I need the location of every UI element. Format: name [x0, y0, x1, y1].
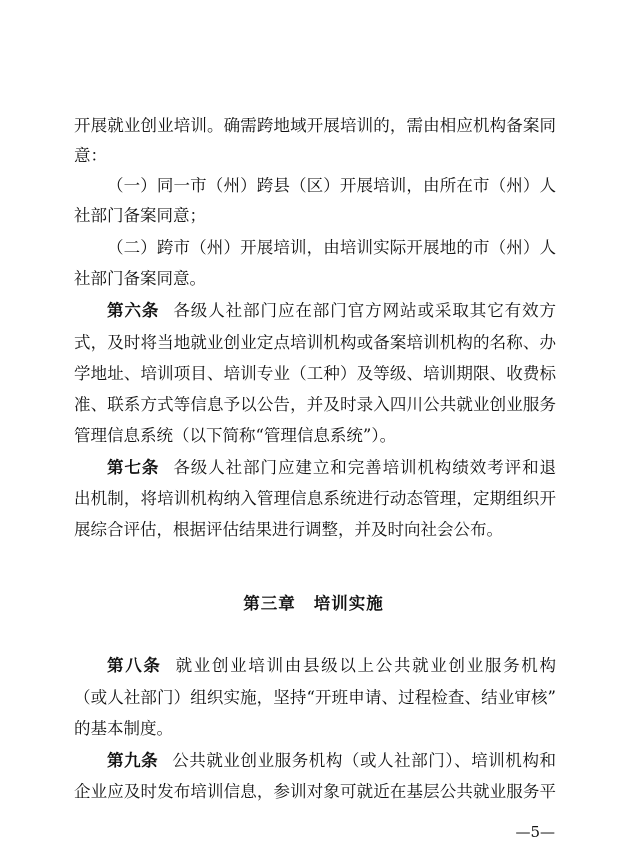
text-line: 各级人社部门应建立和完善培训机构绩效考评和退 [173, 458, 556, 477]
text-line: 社部门备案同意。 [74, 269, 206, 288]
text-line: 展综合评估，根据评估结果进行调整，并及时向社会公布。 [74, 520, 503, 539]
page-number: —5— [515, 823, 555, 841]
article-7-label: 第七条 [107, 458, 160, 477]
text-line: 学地址、培训项目、培训专业（工种）及等级、培训期限、收费标 [74, 364, 556, 383]
article-9-line [107, 746, 556, 776]
article-6-label: 第六条 [107, 301, 160, 320]
chapter-title: 培训实施 [313, 594, 384, 613]
text-line: 意： [74, 146, 107, 165]
text-line: 公共就业创业服务机构（或人社部门）、培训机构和 [172, 751, 556, 770]
text-line: 企业应及时发布培训信息，参训对象可就近在基层公共就业服务平 [74, 782, 556, 801]
text-line: 的基本制度。 [74, 719, 173, 738]
text-line: 出机制，将培训机构纳入管理信息系统进行动态管理，定期组织开 [74, 489, 556, 508]
text-line: （二）跨市（州）开展培训，由培训实际开展地的市（州）人 [107, 238, 556, 257]
chapter-heading [0, 589, 627, 619]
text-line: （或人社部门）组织实施，坚持“开班申请、过程检查、结业审核” [74, 688, 556, 707]
text-line: 开展就业创业培训。确需跨地域开展培训的，需由相应机构备案同 [74, 116, 556, 135]
text-line: 管理信息系统（以下简称“管理信息系统”）。 [74, 426, 397, 445]
text-line: 式，及时将当地就业创业定点培训机构或备案培训机构的名称、办 [74, 333, 556, 352]
text-line: 就业创业培训由县级以上公共就业创业服务机构 [175, 656, 556, 675]
article-6-line [107, 296, 556, 326]
article-8-line [107, 651, 556, 681]
article-8-label: 第八条 [107, 656, 162, 675]
text-line: 准、联系方式等信息予以公告，并及时录入四川公共就业创业服务 [74, 395, 556, 414]
article-7-line [107, 453, 556, 483]
text-line: 社部门备案同意； [74, 206, 206, 225]
chapter-number: 第三章 [243, 594, 296, 613]
article-9-label: 第九条 [107, 751, 159, 770]
text-line: （一）同一市（州）跨县（区）开展培训，由所在市（州）人 [107, 176, 556, 195]
text-line: 各级人社部门应在部门官方网站或采取其它有效方 [173, 301, 556, 320]
